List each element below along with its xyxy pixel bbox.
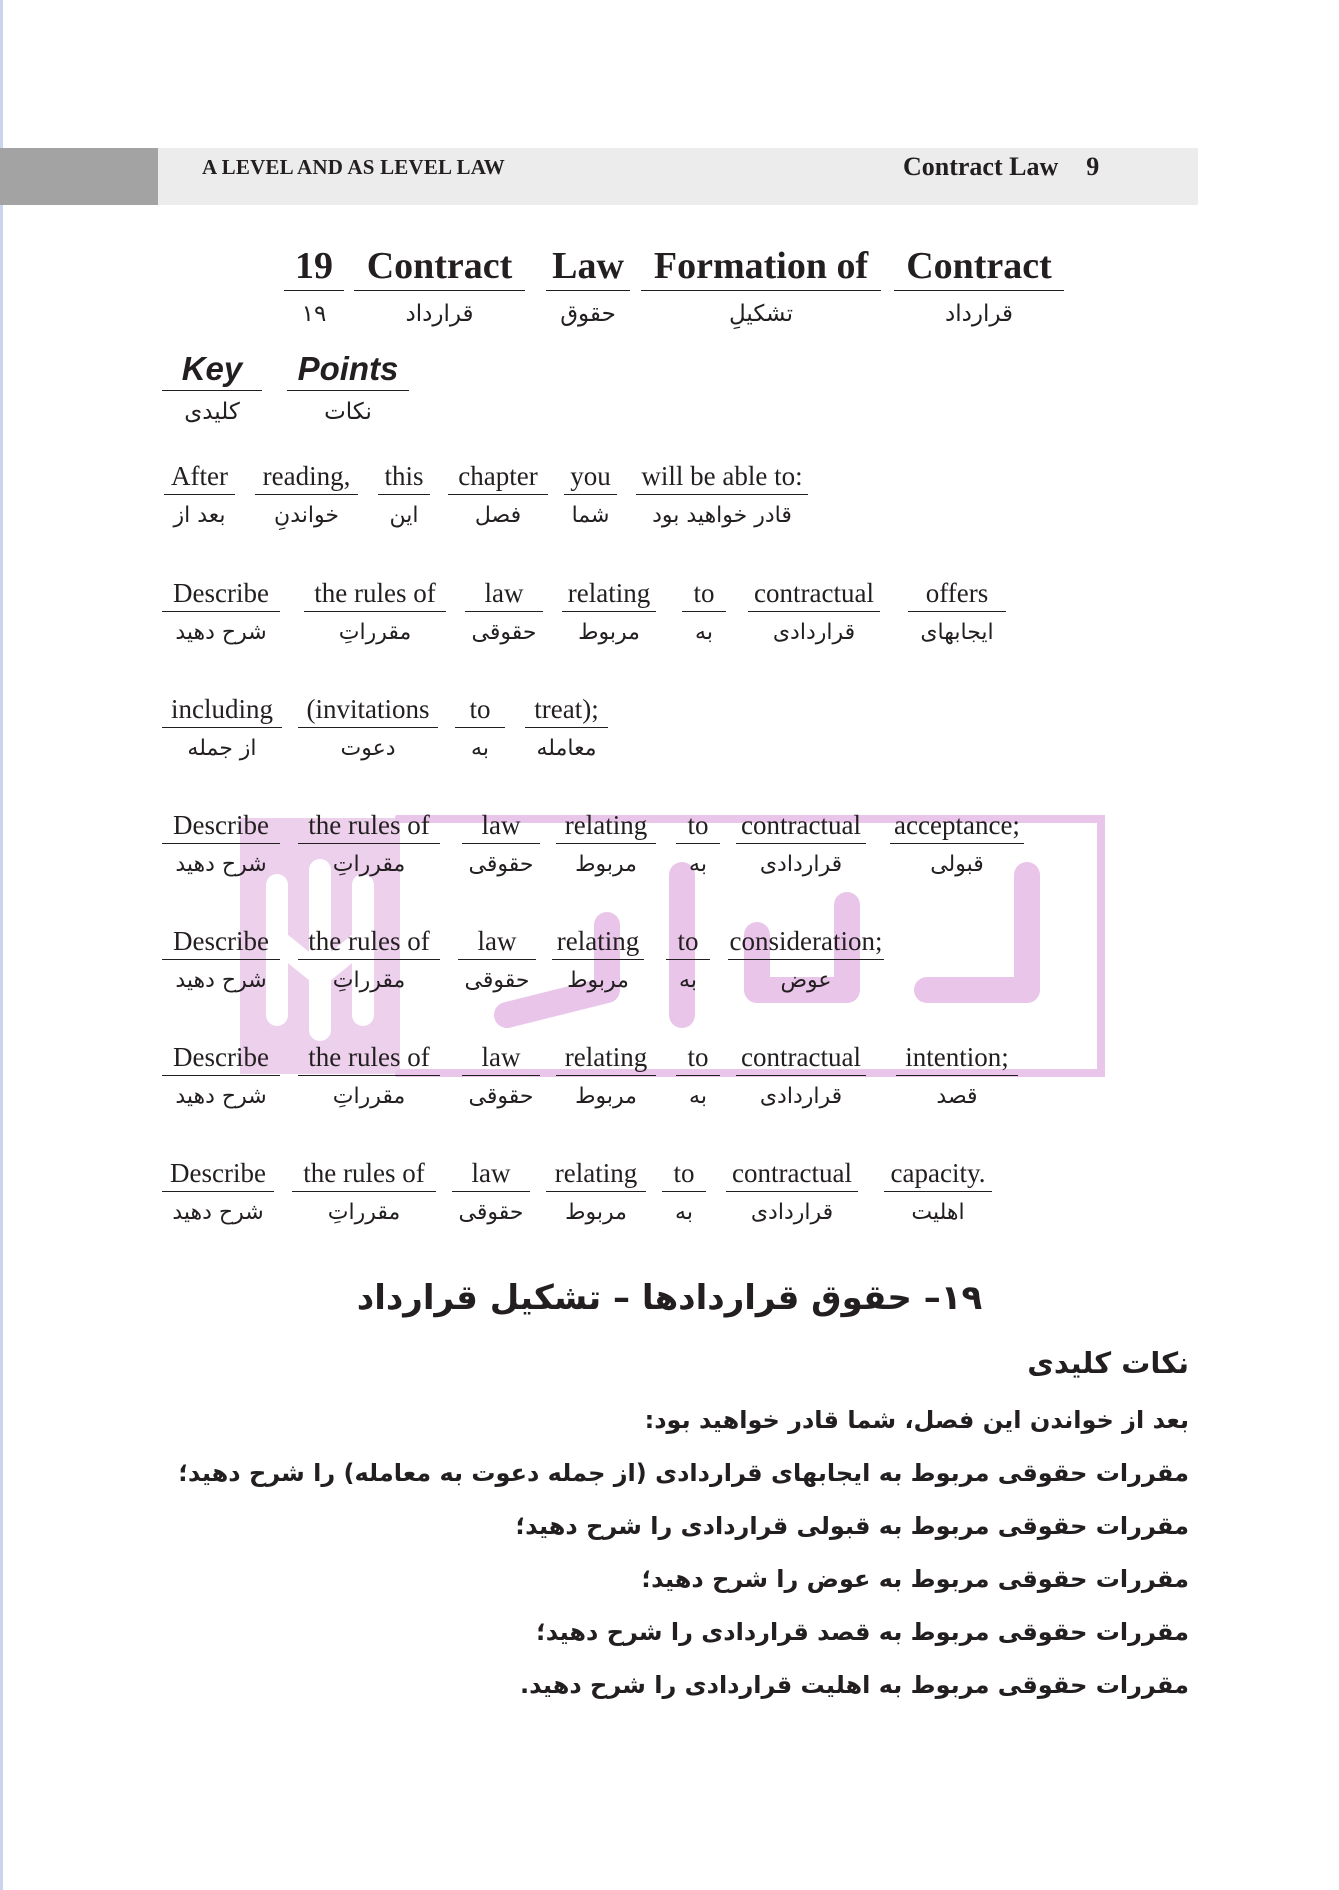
vocab-word-english: After bbox=[164, 461, 235, 495]
vocab-word-persian: مقرراتِ bbox=[327, 1200, 401, 1225]
vocab-word-english: Describe bbox=[162, 810, 280, 844]
vocab-word-pair bbox=[552, 926, 644, 993]
vocab-word-pair bbox=[458, 926, 536, 993]
vocab-word-persian: حقوقی bbox=[464, 968, 530, 993]
vocab-word-persian: از جمله bbox=[187, 736, 257, 761]
vocab-word-pair bbox=[748, 578, 880, 645]
vocab-word-persian: این bbox=[389, 503, 419, 528]
vocab-word-persian: حقوقی bbox=[458, 1200, 524, 1225]
vocab-word-english: relating bbox=[556, 1042, 656, 1076]
vocab-word-english: the rules of bbox=[298, 810, 440, 844]
vocab-word-persian: حقوقی bbox=[471, 620, 537, 645]
vocab-word-english: to bbox=[666, 926, 710, 960]
vocab-word-persian: قادر خواهید بود bbox=[652, 503, 792, 528]
key-word-persian: نکات bbox=[324, 399, 372, 425]
page-edge bbox=[0, 0, 3, 1890]
persian-objective-5: مقررات حقوقی مربوط به اهلیت قراردادی را شرح دهید. bbox=[519, 1671, 1189, 1699]
vocab-word-pair bbox=[378, 461, 430, 528]
vocab-word-pair bbox=[736, 810, 866, 877]
vocab-word-english: this bbox=[378, 461, 430, 495]
vocab-word-persian: مربوط bbox=[575, 1084, 637, 1109]
vocab-word-pair bbox=[726, 1158, 858, 1225]
vocab-word-pair bbox=[736, 1042, 866, 1109]
vocab-word-pair bbox=[884, 1158, 992, 1225]
vocab-word-persian: به bbox=[471, 736, 489, 761]
vocab-word-english: relating bbox=[546, 1158, 646, 1192]
vocab-word-pair bbox=[908, 578, 1006, 645]
persian-objective-3: مقررات حقوقی مربوط به عوض را شرح دهید؛ bbox=[641, 1565, 1189, 1593]
vocab-word-persian: مربوط bbox=[578, 620, 640, 645]
vocab-word-english: relating bbox=[552, 926, 644, 960]
vocab-word-persian: شرح دهید bbox=[172, 1200, 264, 1225]
vocab-word-persian: مقرراتِ bbox=[332, 1084, 406, 1109]
persian-key-points-heading: نکات کلیدی bbox=[1027, 1346, 1189, 1380]
vocab-word-english: relating bbox=[556, 810, 656, 844]
vocab-word-pair bbox=[546, 1158, 646, 1225]
vocab-word-pair bbox=[304, 578, 446, 645]
vocab-word-english: to bbox=[455, 694, 505, 728]
vocab-word-persian: به bbox=[675, 1200, 693, 1225]
vocab-word-pair bbox=[298, 1042, 440, 1109]
key-word-pair bbox=[287, 350, 409, 425]
vocab-word-english: offers bbox=[908, 578, 1006, 612]
vocab-word-pair bbox=[162, 810, 280, 877]
vocab-word-english: contractual bbox=[748, 578, 880, 612]
vocab-word-persian: به bbox=[679, 968, 697, 993]
title-word-english: Contract bbox=[354, 244, 525, 291]
vocab-word-english: will be able to: bbox=[636, 461, 808, 495]
page-number: 9 bbox=[1086, 152, 1100, 181]
vocab-word-persian: عوض bbox=[780, 968, 832, 993]
vocab-word-english: to bbox=[676, 810, 720, 844]
vocab-word-pair bbox=[890, 810, 1024, 877]
vocab-word-english: contractual bbox=[726, 1158, 858, 1192]
vocab-word-english: consideration; bbox=[728, 926, 884, 960]
vocab-word-english: relating bbox=[562, 578, 656, 612]
header-right bbox=[903, 152, 1099, 182]
vocab-word-persian: دعوت bbox=[340, 736, 396, 761]
vocab-word-pair bbox=[465, 578, 543, 645]
vocab-word-english: Describe bbox=[162, 1158, 274, 1192]
title-word-pair bbox=[354, 244, 525, 327]
vocab-word-pair bbox=[728, 926, 884, 993]
vocab-word-persian: شرح دهید bbox=[175, 852, 267, 877]
title-word-english: Contract bbox=[894, 244, 1064, 291]
vocab-word-english: (invitations bbox=[298, 694, 438, 728]
vocab-word-pair bbox=[556, 1042, 656, 1109]
title-word-persian: تشکیلِ bbox=[729, 301, 793, 327]
vocab-word-pair bbox=[162, 1042, 280, 1109]
vocab-word-english: law bbox=[458, 926, 536, 960]
vocab-word-pair bbox=[455, 694, 505, 761]
vocab-word-english: you bbox=[564, 461, 617, 495]
vocab-word-english: law bbox=[462, 1042, 540, 1076]
vocab-word-pair bbox=[636, 461, 808, 528]
vocab-word-persian: حقوقی bbox=[468, 1084, 534, 1109]
vocab-word-persian: قصد bbox=[936, 1084, 978, 1109]
vocab-word-pair bbox=[292, 1158, 436, 1225]
title-word-persian: قرارداد bbox=[944, 301, 1014, 327]
vocab-word-pair bbox=[564, 461, 617, 528]
vocab-word-pair bbox=[452, 1158, 530, 1225]
vocab-word-pair bbox=[556, 810, 656, 877]
vocab-word-persian: ایجابهای bbox=[920, 620, 994, 645]
vocab-word-pair bbox=[562, 578, 656, 645]
vocab-word-pair bbox=[164, 461, 235, 528]
title-word-persian: قرارداد bbox=[405, 301, 474, 327]
vocab-word-persian: مربوط bbox=[575, 852, 637, 877]
vocab-word-pair bbox=[448, 461, 548, 528]
persian-objective-1: مقررات حقوقی مربوط به ایجابهای قراردادی (از جمله دعوت به معامله) را شرح دهید؛ bbox=[178, 1459, 1189, 1487]
vocab-word-persian: شرح دهید bbox=[175, 620, 267, 645]
vocab-word-pair bbox=[298, 810, 440, 877]
vocab-word-english: to bbox=[676, 1042, 720, 1076]
title-word-pair bbox=[641, 244, 881, 327]
vocab-word-pair bbox=[662, 1158, 706, 1225]
key-word-pair bbox=[162, 350, 262, 425]
vocab-word-pair bbox=[255, 461, 358, 528]
vocab-word-english: capacity. bbox=[884, 1158, 992, 1192]
vocab-word-pair bbox=[525, 694, 608, 761]
vocab-word-english: the rules of bbox=[292, 1158, 436, 1192]
vocab-word-english: contractual bbox=[736, 810, 866, 844]
vocab-word-pair bbox=[162, 1158, 274, 1225]
persian-chapter-title: ۱۹– حقوق قراردادها – تشکیل قرارداد bbox=[356, 1278, 983, 1318]
title-word-pair bbox=[894, 244, 1064, 327]
vocab-word-persian: قراردادی bbox=[759, 852, 843, 877]
vocab-word-english: the rules of bbox=[298, 1042, 440, 1076]
title-word-english: 19 bbox=[284, 244, 344, 291]
vocab-word-pair bbox=[162, 694, 282, 761]
vocab-word-english: to bbox=[662, 1158, 706, 1192]
vocab-word-pair bbox=[462, 1042, 540, 1109]
key-word-english: Points bbox=[287, 350, 409, 391]
vocab-word-english: chapter bbox=[448, 461, 548, 495]
vocab-word-pair bbox=[162, 578, 280, 645]
vocab-word-persian: به bbox=[689, 852, 707, 877]
vocab-word-pair bbox=[676, 1042, 720, 1109]
vocab-word-persian: مقرراتِ bbox=[332, 968, 406, 993]
vocab-word-pair bbox=[462, 810, 540, 877]
vocab-word-english: law bbox=[452, 1158, 530, 1192]
vocab-word-persian: به bbox=[695, 620, 713, 645]
vocab-word-persian: بعد از bbox=[173, 503, 226, 528]
vocab-word-english: the rules of bbox=[304, 578, 446, 612]
vocab-word-persian: شما bbox=[571, 503, 610, 528]
vocab-word-persian: حقوقی bbox=[468, 852, 534, 877]
vocab-word-persian: به bbox=[689, 1084, 707, 1109]
vocab-word-pair bbox=[162, 926, 280, 993]
persian-intro: بعد از خواندن این فصل، شما قادر خواهید بود: bbox=[644, 1406, 1189, 1434]
vocab-word-pair bbox=[666, 926, 710, 993]
vocab-word-english: including bbox=[162, 694, 282, 728]
vocab-word-persian: اهلیت bbox=[911, 1200, 965, 1225]
header-gray-block bbox=[0, 148, 158, 205]
vocab-word-pair bbox=[298, 926, 440, 993]
vocab-word-pair bbox=[682, 578, 726, 645]
vocab-word-persian: فصل bbox=[474, 503, 522, 528]
vocab-word-english: law bbox=[465, 578, 543, 612]
vocab-word-english: to bbox=[682, 578, 726, 612]
title-word-pair bbox=[546, 244, 630, 327]
vocab-word-pair bbox=[298, 694, 438, 761]
vocab-word-english: Describe bbox=[162, 926, 280, 960]
vocab-word-persian: معامله bbox=[536, 736, 597, 761]
vocab-word-english: the rules of bbox=[298, 926, 440, 960]
vocab-word-persian: قبولی bbox=[930, 852, 984, 877]
vocab-word-persian: قراردادی bbox=[772, 620, 856, 645]
vocab-word-persian: مربوط bbox=[567, 968, 629, 993]
book-title: A LEVEL AND AS LEVEL LAW bbox=[202, 155, 505, 179]
vocab-word-persian: خواندنِ bbox=[274, 503, 339, 528]
vocab-word-pair bbox=[896, 1042, 1018, 1109]
vocab-word-english: acceptance; bbox=[890, 810, 1024, 844]
vocab-word-english: contractual bbox=[736, 1042, 866, 1076]
vocab-word-persian: مربوط bbox=[565, 1200, 627, 1225]
vocab-word-english: reading, bbox=[255, 461, 358, 495]
vocab-word-english: law bbox=[462, 810, 540, 844]
section-name: Contract Law bbox=[903, 152, 1059, 181]
title-word-english: Law bbox=[546, 244, 630, 291]
vocab-word-pair bbox=[676, 810, 720, 877]
title-word-pair bbox=[284, 244, 344, 327]
vocab-word-persian: مقرراتِ bbox=[332, 852, 406, 877]
vocab-word-english: Describe bbox=[162, 578, 280, 612]
vocab-word-english: intention; bbox=[896, 1042, 1018, 1076]
vocab-word-persian: قراردادی bbox=[750, 1200, 834, 1225]
vocab-word-english: treat); bbox=[525, 694, 608, 728]
vocab-word-english: Describe bbox=[162, 1042, 280, 1076]
title-word-persian: ۱۹ bbox=[301, 301, 327, 327]
title-word-persian: حقوق bbox=[560, 301, 616, 327]
key-word-english: Key bbox=[162, 350, 262, 391]
vocab-word-persian: شرح دهید bbox=[175, 1084, 267, 1109]
vocab-word-persian: شرح دهید bbox=[175, 968, 267, 993]
vocab-word-persian: قراردادی bbox=[759, 1084, 843, 1109]
persian-objective-4: مقررات حقوقی مربوط به قصد قراردادی را شرح دهید؛ bbox=[536, 1618, 1189, 1646]
title-word-english: Formation of bbox=[641, 244, 881, 291]
persian-objective-2: مقررات حقوقی مربوط به قبولی قراردادی را شرح دهید؛ bbox=[515, 1512, 1189, 1540]
key-word-persian: کلیدی bbox=[184, 399, 240, 425]
vocab-word-persian: مقرراتِ bbox=[338, 620, 412, 645]
